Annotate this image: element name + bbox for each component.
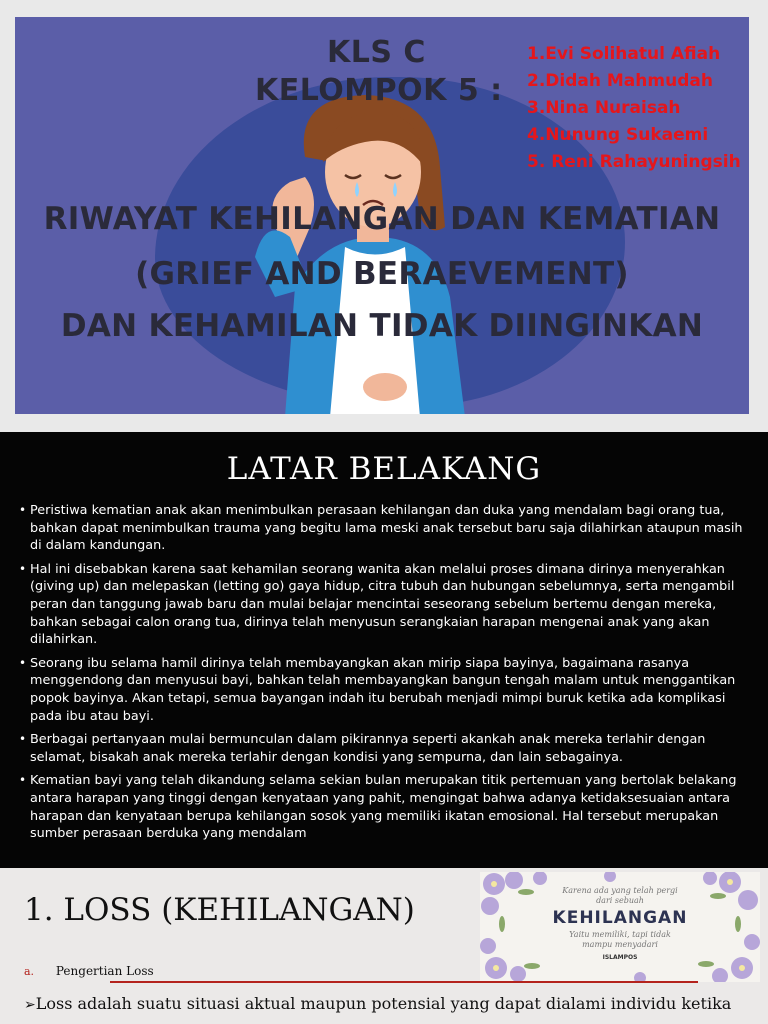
subheading-label: Pengertian Loss [55, 964, 154, 978]
bullet-item: • Seorang ibu selama hamil dirinya telah membayangkan akan mirip siapa bayinya, bagaimana rasanya menggendong dan menyusui bayi, bahkan telah membayangkan bangun tengah malam untuk menggantikan popok bayinya. Akan tetapi, semua bayangan indah itu berubah menjadi mimpi buruk ketika ada komplikasi pada ibu atau bayi. [30, 655, 744, 725]
bullet-item: • Kematian bayi yang telah dikandung selama sekian bulan merupakan titik pertemuan yang bertolak belakang antara harapan yang tinggi dengan kenyataan yang pahit, mengingat bahwa adanya ketidaksesuaian antara harapan dan kenyataan berupa kehilangan sosok yang memiliki ikatan emosional. Hal tersebut merupakan sumber perasaan berduka yang mendalam [30, 772, 744, 842]
member-item: 1.Evi Solihatul Afiah [527, 44, 721, 64]
card-keyword: KEHILANGAN [552, 908, 688, 928]
title-slide [15, 17, 749, 414]
card-quote-line: mampu menyadari [582, 940, 658, 949]
card-quote-line: Yaitu memiliki, tapi tidak [569, 930, 671, 939]
card-quote-line: dari sebuah [596, 896, 644, 905]
main-title-line-1: RIWAYAT KEHILANGAN DAN KEMATIAN [43, 201, 721, 237]
subheading-index: a. [24, 965, 35, 978]
definition-text: Loss adalah suatu situasi aktual maupun potensial yang dapat dialami individu ketika [35, 994, 732, 1013]
bullet-item: • Berbagai pertanyaan mulai bermunculan dalam pikirannya seperti akankah anak mereka terlahir dengan selamat, bisakah anak mereka terlahir dengan kondisi yang sempurna, dan lain sebagainya. [30, 731, 744, 766]
main-title-line-2: (GRIEF AND BERAEVEMENT) [135, 256, 629, 292]
group-label: KELOMPOK 5 : [255, 73, 503, 108]
subheading [24, 964, 154, 978]
class-label: KLS C [327, 35, 426, 70]
member-item: 3.Nina Nuraisah [527, 98, 681, 118]
slide-heading: LATAR BELAKANG [226, 451, 542, 487]
card-quote-line: Karena ada yang telah pergi [562, 886, 678, 895]
background-slide [0, 432, 768, 868]
bullet-item: • Peristiwa kematian anak akan menimbulkan perasaan kehilangan dan duka yang mendalam bagi orang tua, bahkan dapat menimbulkan trauma yang begitu lama meski anak tersebut baru saja dilahirkan ataupun masih di dalam kandungan. [30, 502, 744, 555]
slide-heading: 1. LOSS (KEHILANGAN) [24, 892, 415, 928]
bullet-list [0, 502, 768, 843]
member-item: 4.Nunung Sukaemi [527, 125, 709, 145]
bullet-item: • Hal ini disebabkan karena saat kehamilan seorang wanita akan melalui proses dimana dirinya menyerahkan (giving up) dan melepaskan (letting go) gaya hidup, citra tubuh dan hubungan sebelumnya, serta mengambil peran dan tanggung jawab baru dan mulai belajar mencintai seseorang sebelum bertemu dengan mereka, bahkan sebagai calon orang tua, dirinya telah menyusun serangkaian harapan mengenai anak yang akan dilahirkan. [30, 561, 744, 649]
definition-line [24, 994, 731, 1013]
arrow-bullet-icon: ➢ [24, 997, 36, 1013]
member-list [527, 41, 741, 176]
card-brand: ISLAMPOS [602, 954, 638, 961]
member-item: 5. Reni Rahayuningsih [527, 152, 741, 172]
main-title-line-3: DAN KEHAMILAN TIDAK DIINGINKAN [60, 308, 704, 344]
loss-slide [0, 868, 768, 1024]
kehilangan-quote-card [480, 872, 760, 982]
card-text [520, 886, 720, 968]
divider [110, 981, 698, 983]
member-item: 2.Didah Mahmudah [527, 71, 713, 91]
